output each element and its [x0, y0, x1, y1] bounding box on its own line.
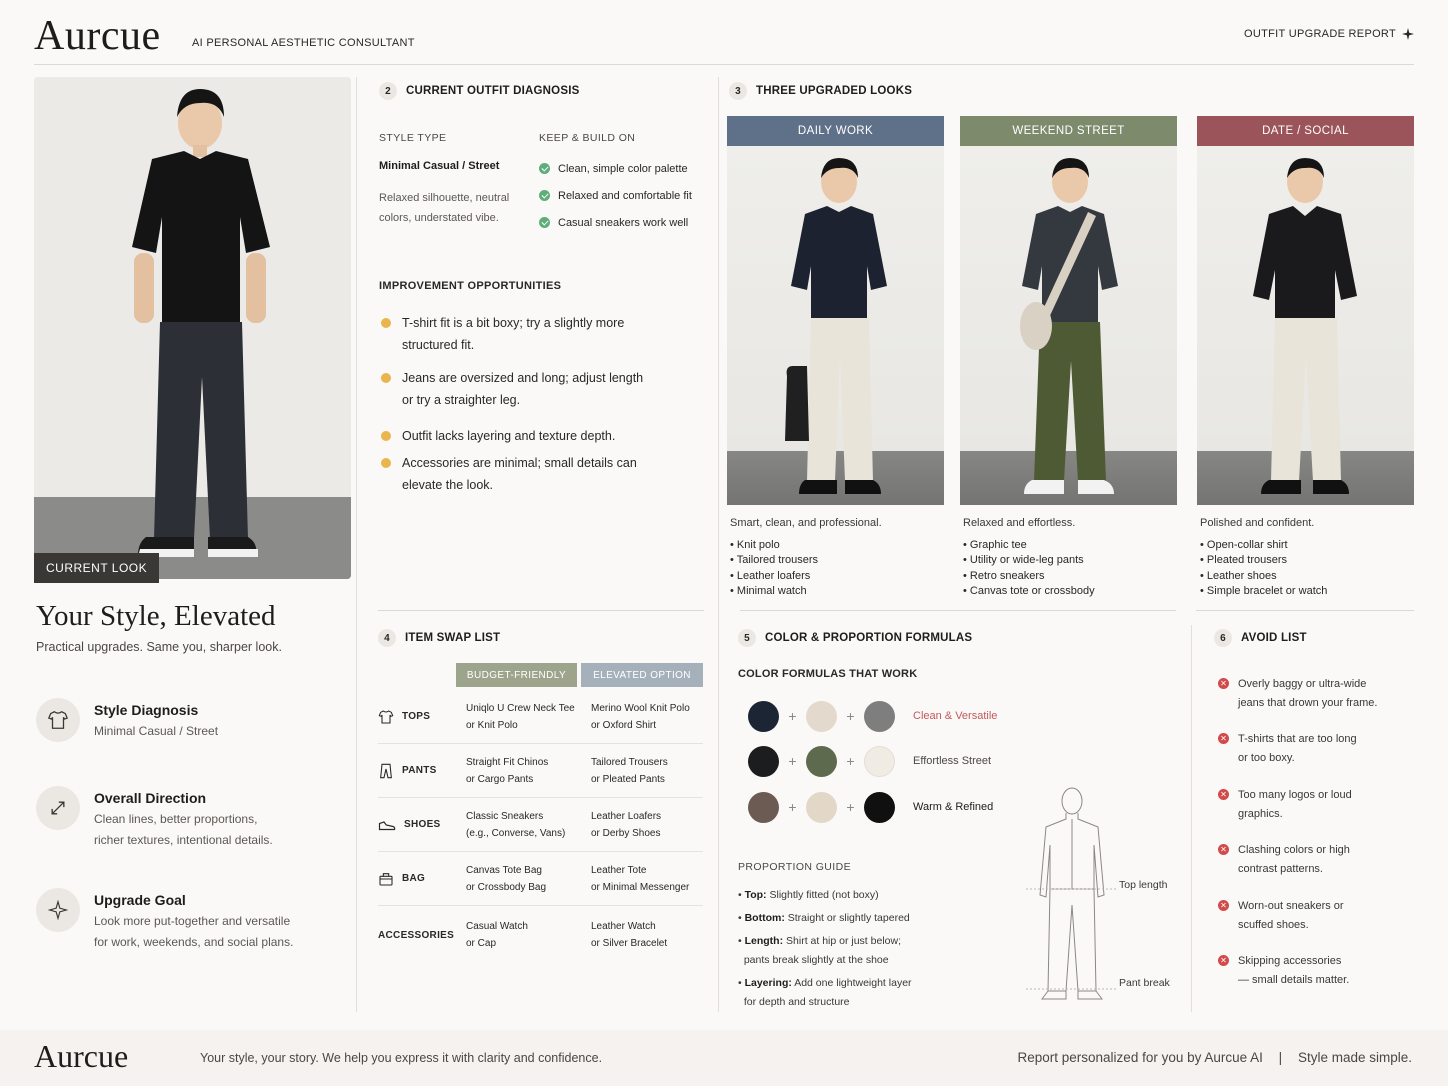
table-row: PANTS Straight Fit Chinos or Cargo Pants Tailored Trousers or Pleated Pants	[378, 744, 703, 798]
style-type-label: STYLE TYPE	[379, 132, 447, 144]
color-swatch	[748, 792, 779, 823]
x-icon: ✕	[1218, 844, 1229, 855]
list-item: • Leather shoes	[1200, 569, 1414, 584]
category-label: BAG	[402, 873, 426, 884]
list-item: • Minimal watch	[730, 584, 944, 599]
look-item-list	[1197, 538, 1414, 599]
check-icon	[539, 163, 550, 174]
pant-break-label: Pant break	[1119, 977, 1170, 989]
feature-upgrade-goal	[36, 888, 336, 953]
x-icon: ✕	[1218, 900, 1229, 911]
page-title: Your Style, Elevated	[36, 600, 276, 632]
section-number: 6	[1214, 629, 1232, 647]
section-number: 5	[738, 629, 756, 647]
section-looks-heading: 3 THREE UPGRADED LOOKS	[729, 82, 912, 100]
proportion-label: PROPORTION GUIDE	[738, 861, 851, 873]
look-photo	[1197, 146, 1414, 505]
current-look-photo	[34, 77, 351, 579]
look-card-daily-work	[727, 116, 944, 599]
table-row: TOPS Uniqlo U Crew Neck Tee or Knit Polo Merino Wool Knit Polo or Oxford Shirt	[378, 690, 703, 744]
bullet-icon	[381, 318, 391, 328]
feature-desc-line: for work, weekends, and social plans.	[94, 935, 294, 949]
report-label: OUTFIT UPGRADE REPORT	[1244, 28, 1414, 40]
improvement-label: IMPROVEMENT OPPORTUNITIES	[379, 280, 562, 292]
tshirt-icon	[36, 698, 80, 742]
look-photo	[727, 146, 944, 505]
pants-icon	[378, 763, 394, 779]
sparkle-icon	[36, 888, 80, 932]
color-formula-row: + + Effortless Street	[748, 744, 991, 778]
list-item: • Bottom: Straight or slightly tapered	[738, 912, 910, 924]
list-item: • Utility or wide-leg pants	[963, 553, 1177, 568]
feature-desc-line: richer textures, intentional details.	[94, 833, 273, 847]
color-swatch	[864, 701, 895, 732]
formula-name: Effortless Street	[913, 755, 992, 767]
footer-logo: Aurcue	[34, 1038, 129, 1074]
list-item: • Top: Slightly fitted (not boxy)	[738, 889, 879, 901]
bullet-icon	[381, 431, 391, 441]
improvement-item: Outfit lacks layering and texture depth.	[381, 425, 651, 447]
look-caption: Smart, clean, and professional.	[730, 517, 882, 529]
list-item: • Pleated trousers	[1200, 553, 1414, 568]
bag-icon	[378, 871, 394, 887]
style-type-value: Minimal Casual / Street	[379, 160, 500, 172]
color-swatch	[806, 746, 837, 777]
color-swatch	[748, 746, 779, 777]
color-swatch	[748, 701, 779, 732]
look-title: DATE / SOCIAL	[1197, 116, 1414, 146]
section-swap-heading: 4 ITEM SWAP LIST	[378, 629, 500, 647]
improvement-item: Jeans are oversized and long; adjust length or try a straighter leg.	[381, 367, 651, 411]
formula-name: Warm & Refined	[913, 801, 994, 813]
list-item: • Simple bracelet or watch	[1200, 584, 1414, 599]
look-card-weekend-street	[960, 116, 1177, 599]
avoid-item: ✕ Clashing colors or high contrast patterns.	[1218, 841, 1398, 879]
list-item: • Retro sneakers	[963, 569, 1177, 584]
color-swatch	[806, 701, 837, 732]
color-formula-row: + + Warm & Refined	[748, 790, 993, 824]
look-title: WEEKEND STREET	[960, 116, 1177, 146]
avoid-item: ✕ T-shirts that are too long or too boxy.	[1218, 730, 1398, 768]
bullet-icon	[381, 373, 391, 383]
feature-desc: Minimal Casual / Street	[94, 724, 219, 738]
footer-credit: Report personalized for you by Aurcue AI | Style made simple.	[1017, 1050, 1412, 1065]
formula-name: Clean & Versatile	[913, 710, 998, 722]
list-item: Clean, simple color palette	[539, 155, 692, 182]
keep-list	[539, 155, 692, 236]
top-length-label: Top length	[1119, 879, 1168, 891]
color-swatch	[806, 792, 837, 823]
look-item-list	[960, 538, 1177, 599]
list-item: • Open-collar shirt	[1200, 538, 1414, 553]
tshirt-icon	[378, 709, 394, 725]
x-icon: ✕	[1218, 733, 1229, 744]
feature-title: Style Diagnosis	[94, 702, 199, 718]
proportion-guide-list	[738, 886, 938, 1016]
list-item: Casual sneakers work well	[539, 209, 692, 236]
current-look-badge: CURRENT LOOK	[34, 553, 159, 583]
avoid-item: ✕ Worn-out sneakers or scuffed shoes.	[1218, 897, 1398, 935]
page-subtitle: Practical upgrades. Same you, sharper look.	[36, 640, 282, 654]
person-illustration	[960, 146, 1177, 505]
brand-tagline: AI PERSONAL AESTHETIC CONSULTANT	[192, 37, 415, 49]
look-item-list	[727, 538, 944, 599]
look-card-date-social	[1197, 116, 1414, 599]
list-item: • Canvas tote or crossbody	[963, 584, 1177, 599]
person-illustration	[1197, 146, 1414, 505]
arrows-expand-icon	[36, 786, 80, 830]
x-icon: ✕	[1218, 678, 1229, 689]
shoe-icon	[378, 817, 396, 833]
section-number: 2	[379, 82, 397, 100]
avoid-item: ✕ Too many logos or loud graphics.	[1218, 786, 1398, 824]
feature-desc-line: Look more put-together and versatile	[94, 914, 291, 928]
person-illustration	[727, 146, 944, 505]
feature-desc-line: Clean lines, better proportions,	[94, 812, 258, 826]
color-formulas-label: COLOR FORMULAS THAT WORK	[738, 668, 918, 680]
footer-tagline: Your style, your story. We help you express it with clarity and confidence.	[200, 1051, 603, 1065]
check-icon	[539, 190, 550, 201]
person-illustration	[34, 77, 351, 579]
table-row: ACCESSORIES Casual Watch or Cap Leather Watch or Silver Bracelet	[378, 921, 668, 949]
look-caption: Polished and confident.	[1200, 517, 1315, 529]
avoid-item: ✕ Skipping accessories — small details matter.	[1218, 952, 1398, 990]
feature-style-diagnosis	[36, 698, 336, 742]
feature-title: Upgrade Goal	[94, 892, 186, 908]
improvement-item: T-shirt fit is a bit boxy; try a slightly more structured fit.	[381, 312, 651, 356]
category-label: PANTS	[402, 765, 437, 776]
proportion-figure	[1026, 785, 1116, 1010]
category-label: TOPS	[402, 711, 431, 722]
list-item: • Leather loafers	[730, 569, 944, 584]
list-item: • Graphic tee	[963, 538, 1177, 553]
avoid-item: ✕ Overly baggy or ultra-wide jeans that drown your frame.	[1218, 675, 1398, 713]
list-item: • Layering: Add one lightweight layer for depth and structure	[738, 977, 912, 1008]
style-desc: Relaxed silhouette, neutral colors, understated vibe.	[379, 192, 510, 224]
section-number: 4	[378, 629, 396, 647]
look-title: DAILY WORK	[727, 116, 944, 146]
list-item: Relaxed and comfortable fit	[539, 182, 692, 209]
look-caption: Relaxed and effortless.	[963, 517, 1076, 529]
category-label: ACCESSORIES	[378, 929, 455, 941]
elevated-column-header: ELEVATED OPTION	[581, 663, 703, 687]
brand-logo: Aurcue	[34, 13, 161, 59]
list-item: • Tailored trousers	[730, 553, 944, 568]
color-swatch	[864, 746, 895, 777]
table-row: SHOES Classic Sneakers (e.g., Converse, Vans) Leather Loafers or Derby Shoes	[378, 798, 703, 852]
bullet-icon	[381, 458, 391, 468]
x-icon: ✕	[1218, 955, 1229, 966]
color-swatch	[864, 792, 895, 823]
feature-overall-direction	[36, 786, 336, 851]
category-label: SHOES	[404, 819, 441, 830]
improvement-item: Accessories are minimal; small details can elevate the look.	[381, 452, 651, 496]
list-item: • Knit polo	[730, 538, 944, 553]
list-item: • Length: Shirt at hip or just below; pants break slightly at the shoe	[738, 935, 901, 966]
check-icon	[539, 217, 550, 228]
color-formula-row: + + Clean & Versatile	[748, 699, 997, 733]
section-color-heading: 5 COLOR & PROPORTION FORMULAS	[738, 629, 972, 647]
x-icon: ✕	[1218, 789, 1229, 800]
keep-label: KEEP & BUILD ON	[539, 132, 636, 144]
section-diagnosis-heading: 2 CURRENT OUTFIT DIAGNOSIS	[379, 82, 579, 100]
budget-column-header: BUDGET-FRIENDLY	[456, 663, 577, 687]
feature-title: Overall Direction	[94, 790, 207, 806]
section-number: 3	[729, 82, 747, 100]
look-photo	[960, 146, 1177, 505]
table-row: BAG Canvas Tote Bag or Crossbody Bag Leather Tote or Minimal Messenger	[378, 852, 703, 906]
sparkle-icon	[1402, 28, 1414, 40]
section-avoid-heading: 6 AVOID LIST	[1214, 629, 1307, 647]
